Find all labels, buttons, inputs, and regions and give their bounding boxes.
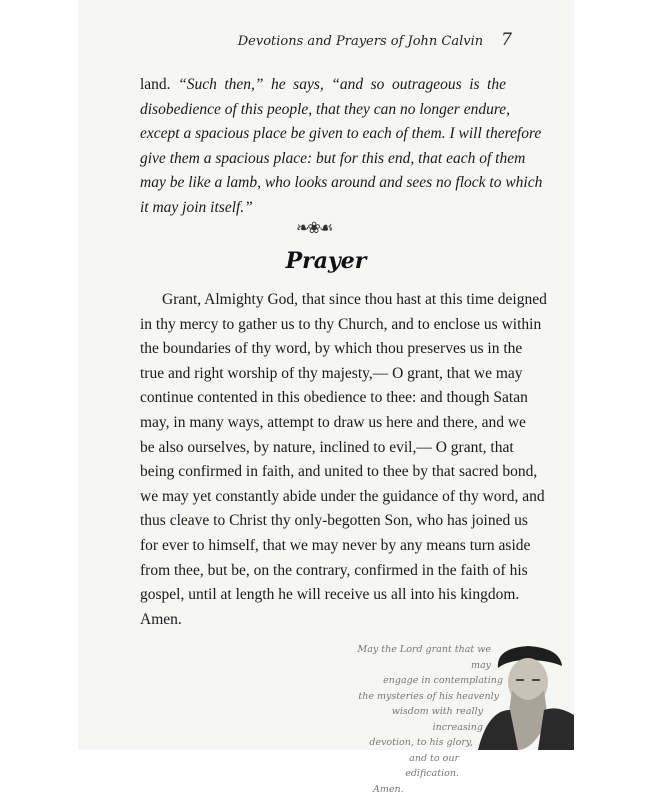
text-line: the boundaries of thy word, by which thou preserves us in the (140, 340, 523, 358)
header-title: Devotions and Prayers of John Calvin (237, 34, 484, 49)
running-header (238, 30, 512, 50)
text-line: except a spacious place be given to each of them. I will therefore (140, 125, 542, 143)
text-line: we may yet constantly abide under the guidance of thy word, and (140, 487, 545, 505)
text-line: true and right worship of thy majesty,— O grant, that we may (140, 364, 523, 382)
text-line: it may join itself.” (140, 198, 253, 216)
ornament-divider: ❧❀☙ (296, 218, 332, 237)
text-line: for ever to himself, that we may never by any means turn aside (140, 536, 531, 554)
text-line: being confirmed in faith, and united to thee by that sacred bond, (140, 463, 538, 481)
text-line: continue contented in this obedience to thee: and though Satan (140, 389, 528, 407)
text-line: Grant, Almighty God, that since thou hast at this time deigned (162, 291, 547, 308)
text-line: disobedience of this people, that they can no longer endure, (140, 100, 511, 118)
text-line: may be like a lamb, who looks around and sees no flock to which (140, 174, 543, 192)
margin-prayer-note: May the Lord grant that we may engage in contemplating the mysteries of his heavenly wisdom with really increasing devotion, to his glory, and to our edification. Amen. (357, 644, 503, 795)
text-line: may, in many ways, attempt to draw us here and there, and we (140, 413, 526, 431)
text-line: from thee, but be, on the contrary, confirmed in the faith of his (140, 561, 528, 579)
text-line: give them a spacious place: but for this end, that each of them (140, 149, 526, 167)
calvin-portrait-image (478, 640, 574, 750)
text-line: Amen. (140, 610, 182, 628)
page-number: 7 (501, 30, 512, 50)
text-line: be also ourselves, by nature, inclined to evil,— O grant, that (140, 438, 514, 456)
text-line: gospel, until at length he will receive us all into his kingdom. (140, 586, 520, 604)
text-line: land. “Such then,” he says, “and so outrageous is the (140, 76, 506, 93)
prayer-paragraph (140, 288, 547, 632)
prayer-heading: Prayer (285, 248, 367, 274)
text-line: thus cleave to Christ thy only-begotten Son, who has joined us (140, 512, 528, 530)
quote-paragraph (140, 73, 543, 221)
book-page (78, 0, 574, 795)
text-line: in thy mercy to gather us to thy Church, and to enclose us within (140, 315, 542, 333)
